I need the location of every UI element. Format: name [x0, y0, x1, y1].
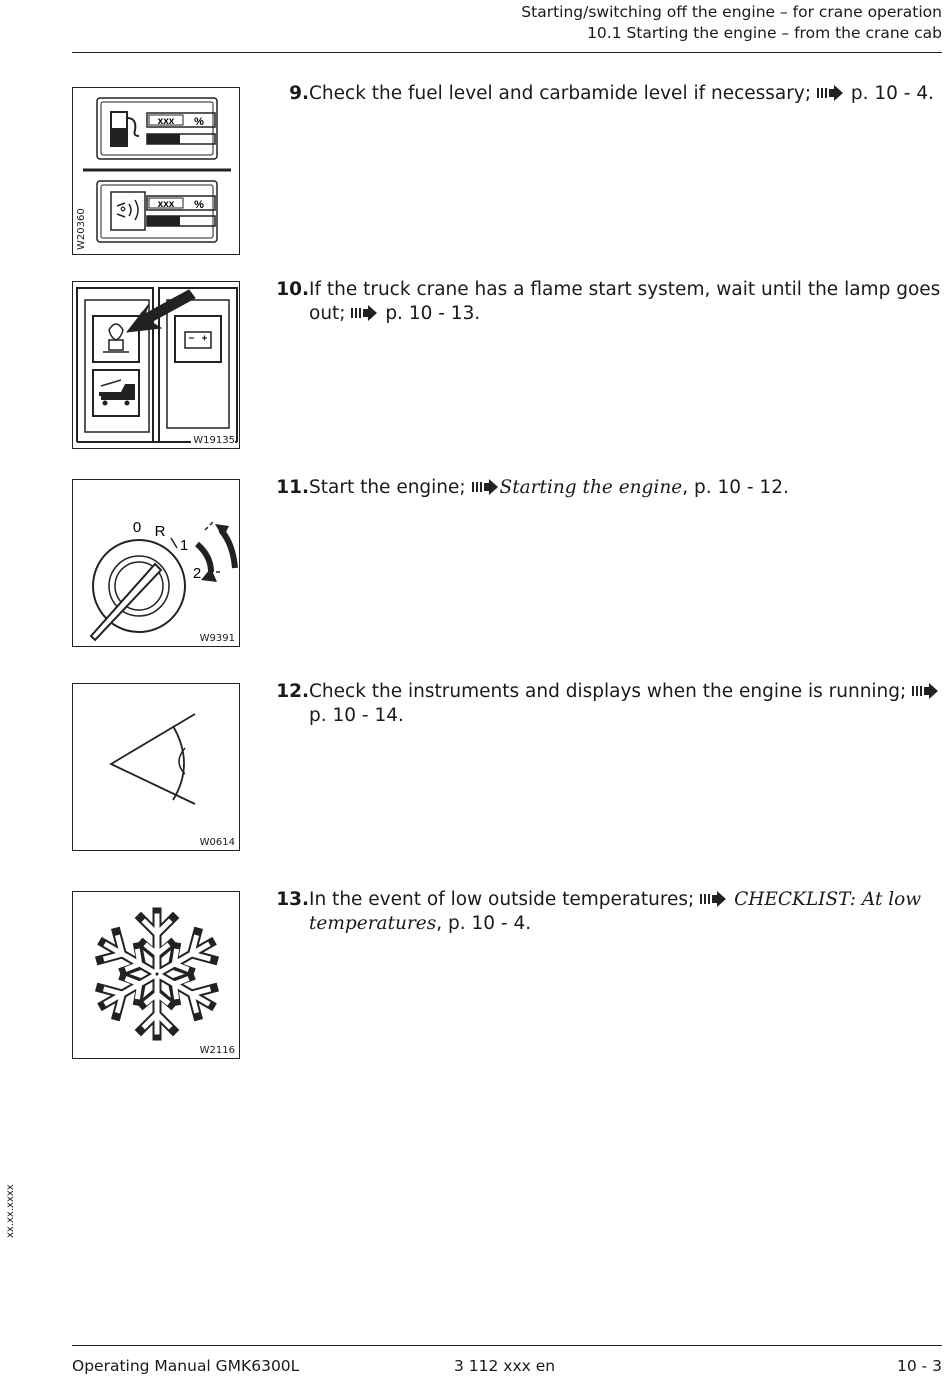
reference-arrow-icon — [351, 305, 379, 321]
step-number: 11. — [276, 477, 309, 498]
step-11 — [273, 476, 943, 500]
figure-code: W20360 — [76, 208, 87, 250]
figure-snowflake — [72, 891, 240, 1059]
section-reference-link[interactable]: CHECKLIST: At low temperatures — [309, 889, 922, 934]
step-9 — [273, 82, 943, 106]
page-header — [521, 2, 942, 44]
flame-start-lamp-icon — [73, 282, 241, 450]
page-reference-link[interactable]: , p. 10 - 12. — [682, 477, 789, 498]
step-number: 9. — [289, 83, 309, 104]
fuel-and-adblue-level-icon — [73, 88, 241, 256]
footer-page-number: 10 - 3 — [896, 1357, 942, 1375]
snowflake-icon — [73, 892, 241, 1060]
adblue-unit: % — [194, 199, 204, 211]
step-12 — [273, 680, 943, 726]
position-0-label: 0 — [132, 519, 142, 536]
figure-code: W2116 — [199, 1045, 235, 1056]
position-r-label: R — [154, 523, 166, 540]
figure-code: W9391 — [199, 633, 235, 644]
step-number: 10. — [276, 279, 309, 300]
step-number: 13. — [276, 889, 309, 910]
footer-rule — [72, 1345, 942, 1346]
eye-icon — [73, 684, 241, 852]
figure-code: W19135 — [193, 435, 235, 446]
section-reference-link[interactable]: Starting the engine — [499, 477, 683, 498]
fuel-unit: % — [194, 116, 204, 128]
page-reference-link[interactable]: p. 10 - 13. — [385, 303, 481, 324]
reference-arrow-icon — [700, 891, 728, 907]
step-text: In the event of low outside temperatures; — [309, 889, 695, 910]
header-chapter: Starting/switching off the engine – for crane operation — [521, 3, 942, 21]
reference-arrow-icon — [817, 85, 845, 101]
page-reference-link[interactable]: p. 10 - 14. — [309, 705, 404, 726]
step-text: If the truck crane has a flame start system, wait until the lamp goes out; — [309, 279, 941, 324]
page-reference-link[interactable]: , p. 10 - 4. — [436, 913, 532, 934]
step-text: Check the instruments and displays when the engine is running; — [309, 681, 907, 702]
fuel-value-placeholder: xxx — [157, 116, 175, 127]
header-rule — [72, 52, 942, 53]
header-section: 10.1 Starting the engine – from the crane cab — [587, 24, 942, 42]
figure-eye — [72, 683, 240, 851]
adblue-value-placeholder: xxx — [157, 199, 175, 210]
reference-arrow-icon — [472, 479, 500, 495]
document-date-code: xx.xx.xxxx — [5, 1184, 16, 1238]
step-number: 12. — [276, 681, 309, 702]
page-reference-link[interactable]: p. 10 - 4. — [850, 83, 934, 104]
position-2-label: 2 — [192, 565, 202, 582]
footer-manual-title: Operating Manual GMK6300L — [72, 1357, 300, 1375]
footer-document-number: 3 112 xxx en — [454, 1357, 556, 1375]
figure-code: W0614 — [199, 837, 235, 848]
step-10 — [273, 278, 943, 324]
figure-ignition — [72, 479, 240, 647]
ignition-key-switch-icon — [73, 480, 241, 648]
reference-arrow-icon — [912, 683, 940, 699]
step-text: Check the fuel level and carbamide level if necessary; — [309, 83, 812, 104]
position-1-label: 1 — [179, 537, 189, 554]
figure-flame-start — [72, 281, 240, 449]
step-text: Start the engine; — [309, 477, 466, 498]
step-13 — [273, 888, 943, 934]
figure-fuel-level — [72, 87, 240, 255]
